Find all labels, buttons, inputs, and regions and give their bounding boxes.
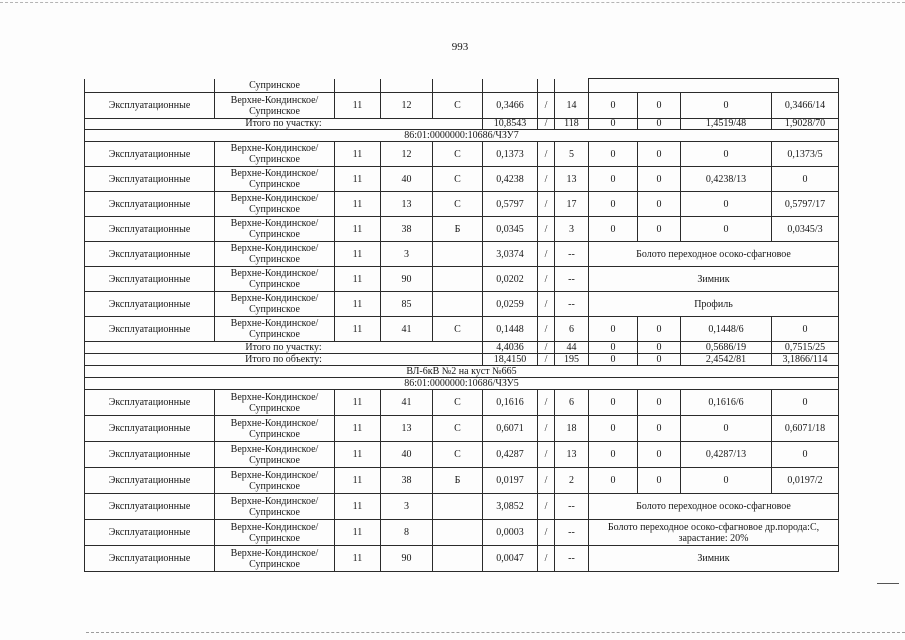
district-cell: Верхне-Кондинское/ Супринское xyxy=(215,468,335,494)
category-cell: Эксплуатационные xyxy=(85,390,215,416)
section-cell: 12 xyxy=(381,93,433,119)
count-cell: -- xyxy=(555,494,589,520)
note-cell: Болото переходное осоко-сфагновое xyxy=(589,242,839,267)
section-cell: 40 xyxy=(381,442,433,468)
value-cell: 0 xyxy=(681,192,772,217)
value-cell: 0 xyxy=(589,442,638,468)
table-row xyxy=(85,442,839,468)
quarter-cell: 11 xyxy=(335,93,381,119)
area-cell: 0,3466 xyxy=(483,93,538,119)
table-row xyxy=(85,317,839,342)
count-cell: 5 xyxy=(555,142,589,167)
note-cell: Болото переходное осоко-сфагновое др.порода:С, зарастание: 20% xyxy=(589,520,839,546)
district-cell: Верхне-Кондинское/ Супринское xyxy=(215,442,335,468)
value-cell: 0,1448/6 xyxy=(681,317,772,342)
district-cell: Верхне-Кондинское/ Супринское xyxy=(215,267,335,292)
section-cell: 13 xyxy=(381,416,433,442)
section-heading-row xyxy=(85,378,839,390)
note-cell: Зимник xyxy=(589,267,839,292)
count-cell: -- xyxy=(555,520,589,546)
district-cell: Верхне-Кондинское/ Супринское xyxy=(215,520,335,546)
species-cell xyxy=(433,520,483,546)
total-label: Итого по участку: xyxy=(85,342,483,354)
page-number: 993 xyxy=(451,41,469,53)
table-row xyxy=(85,520,839,546)
category-cell: Эксплуатационные xyxy=(85,468,215,494)
section-cell: 3 xyxy=(381,242,433,267)
area-cell: 0,0003 xyxy=(483,520,538,546)
district-cell: Верхне-Кондинское/ Супринское xyxy=(215,390,335,416)
area-cell: 0,6071 xyxy=(483,416,538,442)
value-cell: 0 xyxy=(681,93,772,119)
area-cell: 0,1373 xyxy=(483,142,538,167)
value-cell: 0 xyxy=(638,217,681,242)
value-cell: 0 xyxy=(589,167,638,192)
category-cell: Эксплуатационные xyxy=(85,494,215,520)
section-cell: 40 xyxy=(381,167,433,192)
count-cell: 18 xyxy=(555,416,589,442)
separator-cell: / xyxy=(538,167,555,192)
table-row xyxy=(85,390,839,416)
species-cell xyxy=(433,267,483,292)
category-cell: Эксплуатационные xyxy=(85,217,215,242)
table-row xyxy=(85,167,839,192)
table-row xyxy=(85,242,839,267)
count-cell: -- xyxy=(555,292,589,317)
value-cell: 0 xyxy=(772,167,839,192)
district-cell: Верхне-Кондинское/ Супринское xyxy=(215,142,335,167)
category-cell: Эксплуатационные xyxy=(85,142,215,167)
value-cell: 0 xyxy=(638,142,681,167)
value-cell: 0 xyxy=(772,317,839,342)
count-cell: 6 xyxy=(555,317,589,342)
section-cell: 8 xyxy=(381,520,433,546)
value-cell: 0 xyxy=(589,142,638,167)
species-cell: С xyxy=(433,142,483,167)
table-row xyxy=(85,192,839,217)
separator-cell: / xyxy=(538,217,555,242)
species-cell xyxy=(433,242,483,267)
section-cell: 41 xyxy=(381,390,433,416)
value-cell: 0 xyxy=(638,416,681,442)
quarter-cell: 11 xyxy=(335,442,381,468)
value-cell: 0 xyxy=(681,468,772,494)
species-cell xyxy=(433,292,483,317)
section-heading: 86:01:0000000:10686/ЧЗУ7 xyxy=(85,130,839,142)
area-cell: 0,0197 xyxy=(483,468,538,494)
value-cell-merged xyxy=(589,79,839,93)
table-row xyxy=(85,93,839,119)
separator-cell: / xyxy=(538,520,555,546)
value-cell: 0 xyxy=(681,416,772,442)
table-row xyxy=(85,468,839,494)
category-cell: Эксплуатационные xyxy=(85,93,215,119)
quarter-cell: 11 xyxy=(335,494,381,520)
note-cell: Зимник xyxy=(589,546,839,572)
value-cell: 0 xyxy=(772,390,839,416)
subtotal-row xyxy=(85,119,839,130)
quarter-cell: 11 xyxy=(335,390,381,416)
total-label: Итого по участку: xyxy=(85,119,483,130)
table-row-continued xyxy=(85,79,839,93)
category-cell: Эксплуатационные xyxy=(85,317,215,342)
area-cell: 0,0259 xyxy=(483,292,538,317)
separator-cell: / xyxy=(538,416,555,442)
separator-cell xyxy=(538,79,555,93)
quarter-cell: 11 xyxy=(335,317,381,342)
species-cell: С xyxy=(433,192,483,217)
total-label: Итого по объекту: xyxy=(85,354,483,366)
species-cell: С xyxy=(433,317,483,342)
category-cell: Эксплуатационные xyxy=(85,192,215,217)
value-cell: 0,4238/13 xyxy=(681,167,772,192)
value-cell: 0 xyxy=(589,119,638,130)
species-cell: С xyxy=(433,93,483,119)
separator-cell: / xyxy=(538,342,555,354)
separator-cell: / xyxy=(538,468,555,494)
count-cell: 44 xyxy=(555,342,589,354)
separator-cell: / xyxy=(538,390,555,416)
value-cell: 0,1616/6 xyxy=(681,390,772,416)
quarter-cell: 11 xyxy=(335,242,381,267)
table-row xyxy=(85,546,839,572)
object-heading-row xyxy=(85,366,839,378)
count-cell: 118 xyxy=(555,119,589,130)
count-cell: 3 xyxy=(555,217,589,242)
separator-cell: / xyxy=(538,292,555,317)
separator-cell: / xyxy=(538,494,555,520)
species-cell: С xyxy=(433,416,483,442)
section-cell: 90 xyxy=(381,267,433,292)
value-cell: 0 xyxy=(681,142,772,167)
total-row xyxy=(85,354,839,366)
value-cell: 0 xyxy=(589,317,638,342)
value-cell: 0 xyxy=(638,342,681,354)
species-cell xyxy=(433,79,483,93)
object-heading: ВЛ-6кВ №2 на куст №665 xyxy=(85,366,839,378)
count-cell: 13 xyxy=(555,442,589,468)
value-cell: 0 xyxy=(638,192,681,217)
quarter-cell: 11 xyxy=(335,267,381,292)
value-cell: 0 xyxy=(681,217,772,242)
area-cell: 0,0345 xyxy=(483,217,538,242)
separator-cell: / xyxy=(538,93,555,119)
separator-cell: / xyxy=(538,192,555,217)
value-cell: 0 xyxy=(589,217,638,242)
separator-cell: / xyxy=(538,242,555,267)
value-cell: 0 xyxy=(589,354,638,366)
allotment-table xyxy=(84,78,839,572)
separator-cell: / xyxy=(538,267,555,292)
value-cell: 0 xyxy=(772,442,839,468)
species-cell: С xyxy=(433,167,483,192)
separator-cell: / xyxy=(538,354,555,366)
value-cell: 2,4542/81 xyxy=(681,354,772,366)
value-cell: 0,6071/18 xyxy=(772,416,839,442)
category-cell: Эксплуатационные xyxy=(85,520,215,546)
area-cell: 10,8543 xyxy=(483,119,538,130)
area-cell: 3,0374 xyxy=(483,242,538,267)
district-cell: Верхне-Кондинское/ Супринское xyxy=(215,242,335,267)
value-cell: 0,4287/13 xyxy=(681,442,772,468)
value-cell: 1,9028/70 xyxy=(772,119,839,130)
count-cell: 6 xyxy=(555,390,589,416)
section-cell: 90 xyxy=(381,546,433,572)
table-row xyxy=(85,416,839,442)
district-cell: Верхне-Кондинское/ Супринское xyxy=(215,217,335,242)
count-cell: 13 xyxy=(555,167,589,192)
value-cell: 1,4519/48 xyxy=(681,119,772,130)
section-heading-row xyxy=(85,130,839,142)
quarter-cell: 11 xyxy=(335,546,381,572)
quarter-cell: 11 xyxy=(335,520,381,546)
table-row xyxy=(85,494,839,520)
value-cell: 0 xyxy=(638,354,681,366)
species-cell: Б xyxy=(433,217,483,242)
area-cell: 0,4238 xyxy=(483,167,538,192)
value-cell: 0 xyxy=(638,119,681,130)
section-cell: 38 xyxy=(381,468,433,494)
area-cell: 0,0202 xyxy=(483,267,538,292)
area-cell xyxy=(483,79,538,93)
scan-edge-top xyxy=(0,2,905,3)
count-cell: 14 xyxy=(555,93,589,119)
separator-cell: / xyxy=(538,119,555,130)
value-cell: 0 xyxy=(638,93,681,119)
separator-cell: / xyxy=(538,317,555,342)
district-cell: Верхне-Кондинское/ Супринское xyxy=(215,317,335,342)
count-cell xyxy=(555,79,589,93)
area-cell: 4,4036 xyxy=(483,342,538,354)
table-row xyxy=(85,142,839,167)
district-cell: Супринское xyxy=(215,79,335,93)
section-cell: 41 xyxy=(381,317,433,342)
table-row xyxy=(85,292,839,317)
separator-cell: / xyxy=(538,546,555,572)
category-cell: Эксплуатационные xyxy=(85,242,215,267)
value-cell: 0 xyxy=(589,416,638,442)
category-cell: Эксплуатационные xyxy=(85,267,215,292)
category-cell: Эксплуатационные xyxy=(85,442,215,468)
section-heading: 86:01:0000000:10686/ЧЗУ5 xyxy=(85,378,839,390)
note-cell: Болото переходное осоко-сфагновое xyxy=(589,494,839,520)
value-cell: 0 xyxy=(638,167,681,192)
area-cell: 0,1448 xyxy=(483,317,538,342)
table-row xyxy=(85,267,839,292)
district-cell: Верхне-Кондинское/ Супринское xyxy=(215,292,335,317)
scan-edge-bottom xyxy=(86,632,905,633)
quarter-cell: 11 xyxy=(335,192,381,217)
section-cell: 38 xyxy=(381,217,433,242)
subtotal-row xyxy=(85,342,839,354)
value-cell: 0,7515/25 xyxy=(772,342,839,354)
quarter-cell: 11 xyxy=(335,142,381,167)
quarter-cell xyxy=(335,79,381,93)
area-cell: 0,4287 xyxy=(483,442,538,468)
value-cell: 0 xyxy=(638,317,681,342)
table-row xyxy=(85,217,839,242)
value-cell: 0,5686/19 xyxy=(681,342,772,354)
section-cell: 13 xyxy=(381,192,433,217)
species-cell xyxy=(433,546,483,572)
category-cell: Эксплуатационные xyxy=(85,416,215,442)
value-cell: 0,0345/3 xyxy=(772,217,839,242)
section-cell: 85 xyxy=(381,292,433,317)
value-cell: 0,5797/17 xyxy=(772,192,839,217)
value-cell: 0 xyxy=(638,390,681,416)
count-cell: -- xyxy=(555,242,589,267)
species-cell: Б xyxy=(433,468,483,494)
category-cell: Эксплуатационные xyxy=(85,292,215,317)
quarter-cell: 11 xyxy=(335,292,381,317)
value-cell: 0 xyxy=(589,342,638,354)
district-cell: Верхне-Кондинское/ Супринское xyxy=(215,93,335,119)
section-cell xyxy=(381,79,433,93)
scan-margin-mark xyxy=(877,583,899,584)
value-cell: 0,1373/5 xyxy=(772,142,839,167)
count-cell: 17 xyxy=(555,192,589,217)
category-cell: Эксплуатационные xyxy=(85,167,215,192)
species-cell: С xyxy=(433,442,483,468)
value-cell: 0,0197/2 xyxy=(772,468,839,494)
quarter-cell: 11 xyxy=(335,468,381,494)
category-cell: Эксплуатационные xyxy=(85,546,215,572)
district-cell: Верхне-Кондинское/ Супринское xyxy=(215,192,335,217)
area-cell: 0,0047 xyxy=(483,546,538,572)
count-cell: 195 xyxy=(555,354,589,366)
area-cell: 0,1616 xyxy=(483,390,538,416)
value-cell: 3,1866/114 xyxy=(772,354,839,366)
category-cell xyxy=(85,79,215,93)
species-cell xyxy=(433,494,483,520)
separator-cell: / xyxy=(538,442,555,468)
district-cell: Верхне-Кондинское/ Супринское xyxy=(215,494,335,520)
area-cell: 3,0852 xyxy=(483,494,538,520)
note-cell: Профиль xyxy=(589,292,839,317)
area-cell: 0,5797 xyxy=(483,192,538,217)
area-cell: 18,4150 xyxy=(483,354,538,366)
value-cell: 0 xyxy=(589,390,638,416)
district-cell: Верхне-Кондинское/ Супринское xyxy=(215,416,335,442)
count-cell: -- xyxy=(555,267,589,292)
quarter-cell: 11 xyxy=(335,416,381,442)
district-cell: Верхне-Кондинское/ Супринское xyxy=(215,546,335,572)
value-cell: 0 xyxy=(589,468,638,494)
count-cell: -- xyxy=(555,546,589,572)
separator-cell: / xyxy=(538,142,555,167)
value-cell: 0 xyxy=(638,442,681,468)
district-cell: Верхне-Кондинское/ Супринское xyxy=(215,167,335,192)
section-cell: 3 xyxy=(381,494,433,520)
value-cell: 0,3466/14 xyxy=(772,93,839,119)
value-cell: 0 xyxy=(638,468,681,494)
value-cell: 0 xyxy=(589,192,638,217)
section-cell: 12 xyxy=(381,142,433,167)
quarter-cell: 11 xyxy=(335,167,381,192)
value-cell: 0 xyxy=(589,93,638,119)
count-cell: 2 xyxy=(555,468,589,494)
species-cell: С xyxy=(433,390,483,416)
quarter-cell: 11 xyxy=(335,217,381,242)
